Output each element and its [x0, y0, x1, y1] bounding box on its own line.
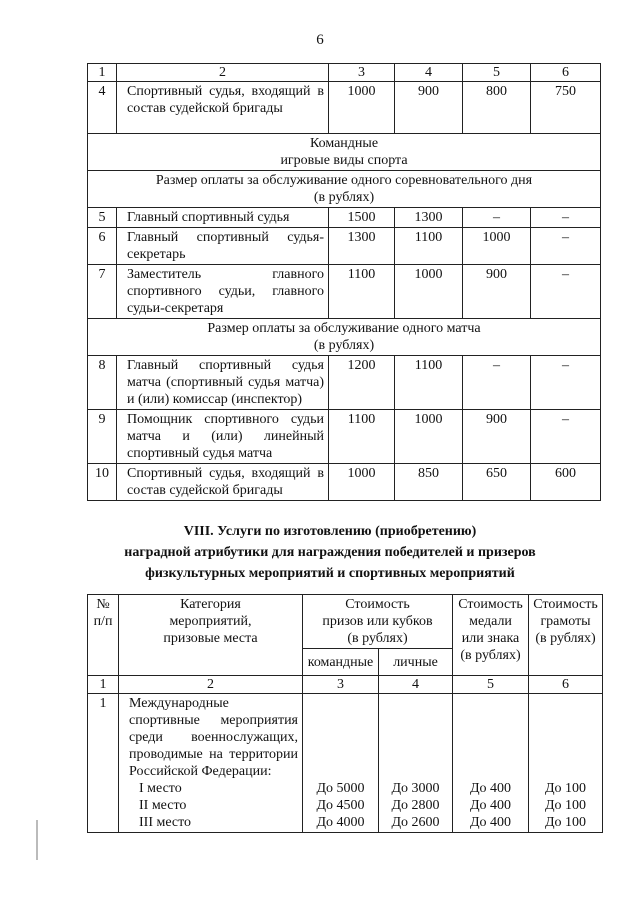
personal-prize-cell: [379, 694, 453, 833]
value-cell: –: [531, 410, 601, 464]
value-cell: 650: [463, 464, 531, 501]
section-row: [88, 134, 601, 171]
row-number: 8: [88, 356, 117, 410]
table-row: [88, 410, 601, 464]
value-cell: До 100: [544, 815, 587, 830]
table-row: [88, 356, 601, 410]
row-number: 1: [88, 694, 119, 833]
header-cell: 6: [531, 64, 601, 82]
place-label: I место: [139, 781, 182, 796]
value-cell: 850: [395, 464, 463, 501]
table-header-row: [88, 595, 603, 649]
row-number: 5: [88, 208, 117, 228]
value-cell: 1000: [395, 265, 463, 319]
category-description: Международные спортивные мероприятия среди военнослужащих, проводимые на территории Российской Федерации:: [129, 696, 298, 779]
scan-margin-mark: [36, 820, 38, 860]
value-cell: 800: [463, 82, 531, 134]
table-header-row: [88, 64, 601, 82]
header-personal: личные: [379, 649, 453, 676]
value-cell: До 100: [544, 798, 587, 813]
value-cell: 900: [463, 265, 531, 319]
value-cell: 1100: [395, 228, 463, 265]
row-number: 9: [88, 410, 117, 464]
row-number: 6: [88, 228, 117, 265]
table-row: [88, 265, 601, 319]
row-description: Спортивный судья, входящий в состав судейской бригады: [117, 464, 329, 501]
column-number-row: [88, 676, 603, 694]
column-number: 2: [119, 676, 303, 694]
row-description: Главный спортивный судья: [117, 208, 329, 228]
value-cell: 1300: [395, 208, 463, 228]
value-cell: 1100: [329, 265, 395, 319]
value-cell: До 5000: [316, 781, 365, 796]
value-cell: 1000: [395, 410, 463, 464]
value-cell: 1100: [395, 356, 463, 410]
category-cell: [119, 694, 303, 833]
subsection-heading: Размер оплаты за обслуживание одного соревновательного дня (в рублях): [88, 171, 601, 208]
column-number: 4: [379, 676, 453, 694]
header-category: Категория мероприятий, призовые места: [119, 595, 303, 676]
value-cell: 1300: [329, 228, 395, 265]
value-cell: 1200: [329, 356, 395, 410]
value-cell: –: [531, 228, 601, 265]
value-cell: –: [531, 356, 601, 410]
value-cell: До 2800: [391, 798, 440, 813]
row-number: 10: [88, 464, 117, 501]
value-cell: До 3000: [391, 781, 440, 796]
value-cell: До 4000: [316, 815, 365, 830]
value-cell: До 4500: [316, 798, 365, 813]
value-cell: 1000: [329, 464, 395, 501]
header-prizes: Стоимость призов или кубков (в рублях): [303, 595, 453, 649]
table-row: [88, 208, 601, 228]
row-number: 4: [88, 82, 117, 134]
header-team: командные: [303, 649, 379, 676]
value-cell: –: [531, 265, 601, 319]
value-cell: 1100: [329, 410, 395, 464]
header-cell: 4: [395, 64, 463, 82]
value-cell: До 2600: [391, 815, 440, 830]
section-heading-viii: VIII. Услуги по изготовлению (приобретению) наградной атрибутики для награждения победителей и призеров физкультурных мероприятий и спортивных мероприятий: [124, 524, 536, 581]
team-prize-cell: [303, 694, 379, 833]
value-cell: 900: [395, 82, 463, 134]
value-cell: До 400: [469, 815, 512, 830]
value-cell: –: [531, 208, 601, 228]
section-heading: Командные игровые виды спорта: [88, 134, 601, 171]
header-cell: 3: [329, 64, 395, 82]
value-cell: 750: [531, 82, 601, 134]
header-medals: Стоимость медали или знака (в рублях): [453, 595, 529, 676]
diploma-cell: [529, 694, 603, 833]
column-number: 6: [529, 676, 603, 694]
column-number: 5: [453, 676, 529, 694]
place-label: II место: [139, 798, 187, 813]
value-cell: 1000: [463, 228, 531, 265]
value-cell: До 100: [544, 781, 587, 796]
row-description: Помощник спортивного судьи матча и (или) линейный спортивный судья матча: [117, 410, 329, 464]
value-cell: До 400: [469, 781, 512, 796]
page-number: 6: [316, 32, 324, 48]
subsection-row: [88, 319, 601, 356]
row-description: Главный спортивный судья-секретарь: [117, 228, 329, 265]
value-cell: 600: [531, 464, 601, 501]
row-number: 7: [88, 265, 117, 319]
table-row: [88, 464, 601, 501]
header-diplomas: Стоимость грамоты (в рублях): [529, 595, 603, 676]
value-cell: 1000: [329, 82, 395, 134]
row-description: Спортивный судья, входящий в состав судейской бригады: [117, 82, 329, 134]
subsection-heading: Размер оплаты за обслуживание одного матча (в рублях): [88, 319, 601, 356]
value-cell: До 400: [469, 798, 512, 813]
value-cell: –: [463, 356, 531, 410]
header-cell: 1: [88, 64, 117, 82]
row-description: Заместитель главного спортивного судьи, главного судьи-секретаря: [117, 265, 329, 319]
column-number: 3: [303, 676, 379, 694]
awards-cost-table: [87, 594, 603, 833]
place-label: III место: [139, 815, 192, 830]
header-number: № п/п: [88, 595, 119, 676]
table-row: [88, 82, 601, 134]
table-row: [88, 228, 601, 265]
table-row: [88, 694, 603, 833]
medal-cell: [453, 694, 529, 833]
value-cell: –: [463, 208, 531, 228]
column-number: 1: [88, 676, 119, 694]
row-description: Главный спортивный судья матча (спортивный судья матча) и (или) комиссар (инспектор): [117, 356, 329, 410]
subsection-row: [88, 171, 601, 208]
referee-payment-table: [87, 63, 601, 501]
value-cell: 1500: [329, 208, 395, 228]
header-cell: 5: [463, 64, 531, 82]
header-cell: 2: [117, 64, 329, 82]
value-cell: 900: [463, 410, 531, 464]
